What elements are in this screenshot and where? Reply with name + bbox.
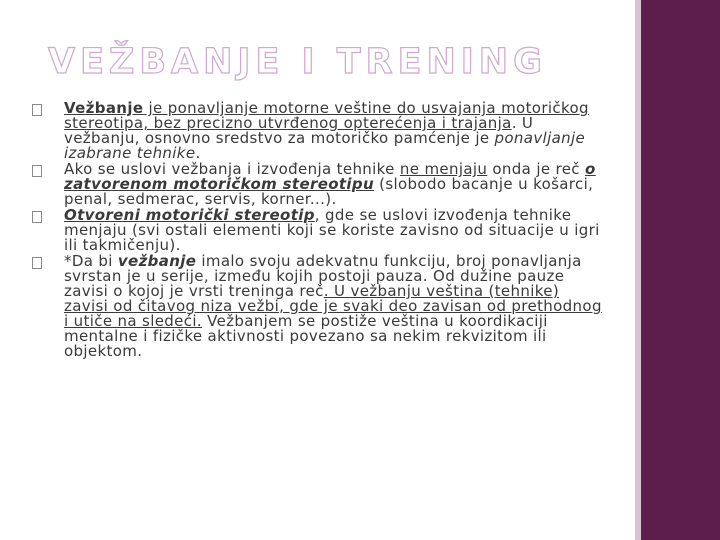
bullet-item-1 [32, 101, 607, 161]
text-segment: ne menjaju [399, 160, 488, 178]
bullet-square-icon [32, 257, 42, 269]
text-segment: . U vežbanju veština (tehnike) zavisi od čitavog niza vežbi, gde je svaki deo zavisan od prethodnog i utiče na sledeći. [64, 282, 602, 330]
bullet-item-4 [32, 254, 607, 359]
bullet-text [64, 101, 607, 161]
text-segment: Vežbanje [64, 99, 144, 117]
text-segment: je ponavljanje motorne veštine do usvajanja motoričkog stereotipa, bez precizno utvrđenog opterećenja i trajanja [64, 99, 589, 132]
bullet-text [64, 208, 607, 253]
slide-title: VEŽBANJE I TRENING [48, 42, 547, 82]
text-segment: . U vežbanju, osnovno sredstvo za motoričko pamćenje je [64, 114, 534, 147]
bullet-text [64, 162, 607, 207]
text-segment: o zatvorenom motoričkom stereotipu [64, 160, 596, 193]
text-segment: ponavljanje izabrane tehnike [64, 129, 586, 162]
text-segment: Vežbanjem se postiže veština u koordikaciji mentalne i fizičke aktivnosti povezano sa nekim rekvizitom ili objektom. [64, 312, 548, 360]
bullet-item-2 [32, 162, 607, 207]
text-segment: . [195, 144, 201, 162]
bullet-square-icon [32, 165, 42, 177]
text-segment: (slobodo bacanje u košarci, penal, sedmerac, servis, korner...). [64, 175, 594, 208]
text-segment: onda je reč [487, 160, 586, 178]
text-segment: vežbanje [117, 252, 197, 270]
decorative-sidebar [641, 0, 720, 540]
bullet-list [32, 101, 607, 359]
text-segment: *Da bi [64, 252, 118, 270]
bullet-square-icon [32, 104, 42, 116]
bullet-item-3 [32, 208, 607, 253]
bullet-square-icon [32, 211, 42, 223]
text-segment: , gde se uslovi izvođenja tehnike menjaju (svi ostali elementi koji se koriste zavisno od situacije u igri ili takmičenju). [64, 206, 600, 254]
bullet-text [64, 254, 607, 359]
text-segment: imalo svoju adekvatnu funkciju, broj ponavljanja svrstan je u serije, između kojih postoji pauza. Od dužine pauze zavisi o kojoj je vrsti treninga reč [64, 252, 582, 300]
text-segment: Ako se uslovi vežbanja i izvođenja tehnike [64, 160, 400, 178]
text-segment: Otvoreni motorički stereotip [64, 206, 315, 224]
